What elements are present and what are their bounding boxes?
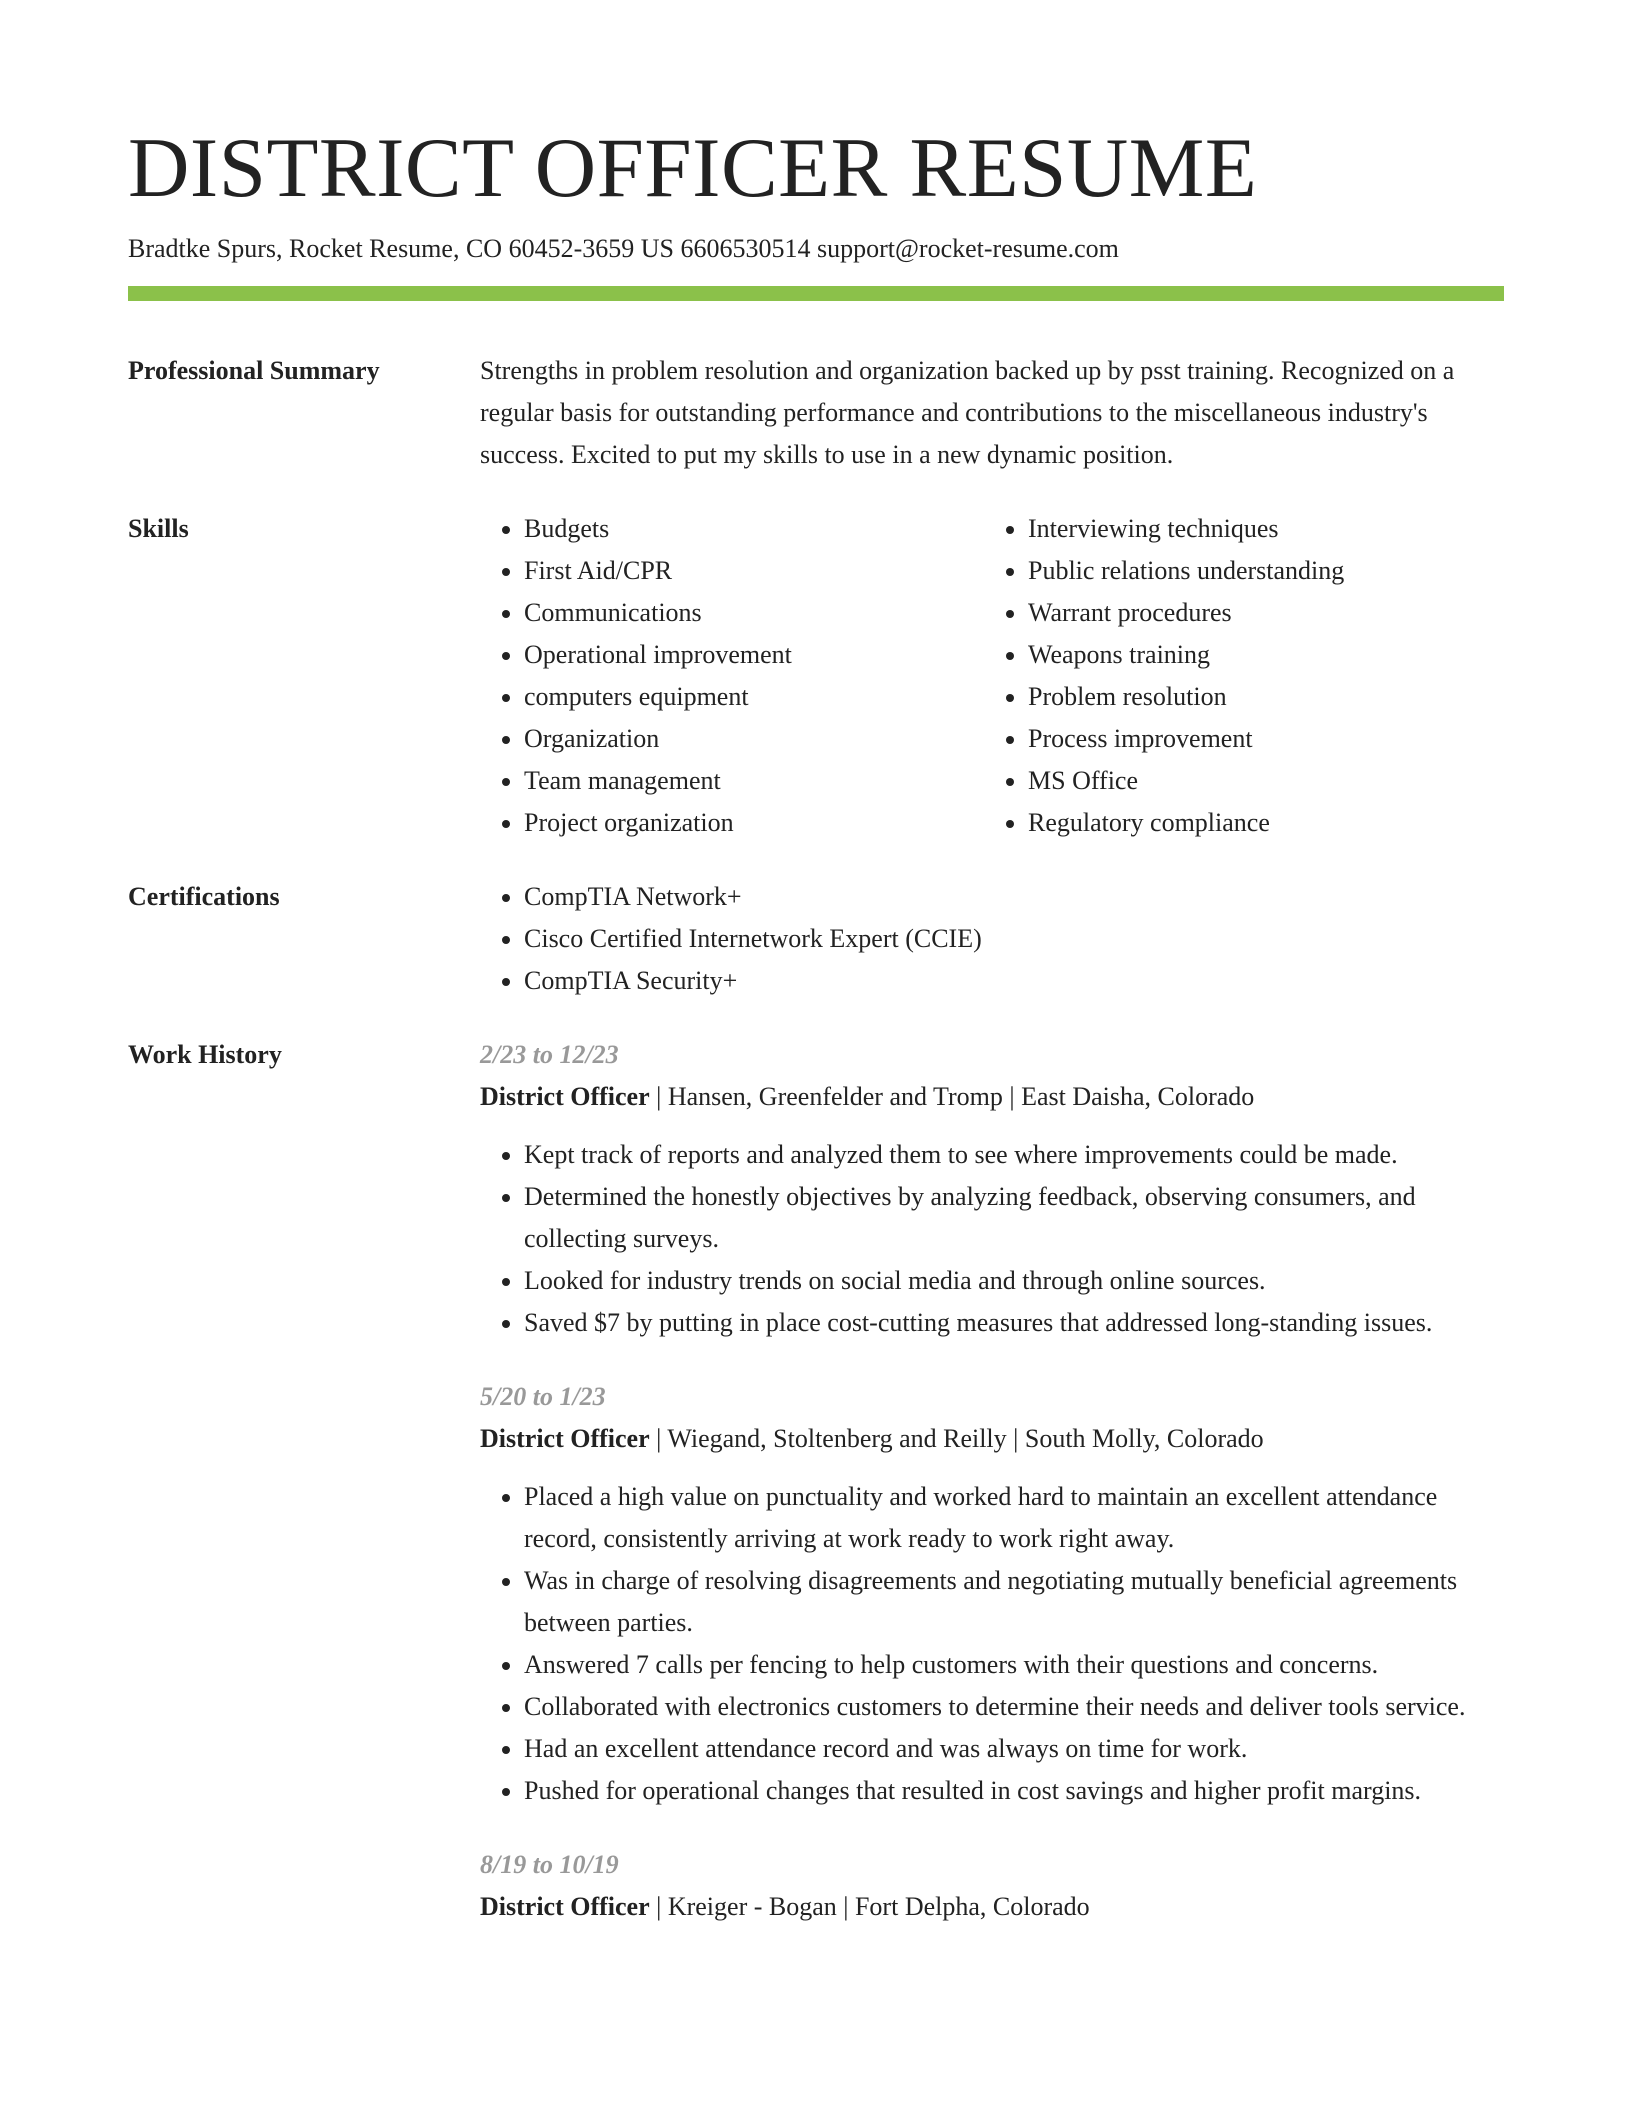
- skill-item: • computers equipment: [524, 676, 984, 718]
- skill-item: • First Aid/CPR: [524, 550, 984, 592]
- job-dates: 8/19 to 10/19: [480, 1850, 619, 1879]
- certification-item: • CompTIA Security+: [524, 960, 1504, 1002]
- resume-title: DISTRICT OFFICER RESUME: [128, 121, 1258, 215]
- certifications-body: [480, 876, 1504, 1002]
- skill-item: • Public relations understanding: [1028, 550, 1488, 592]
- skills-list-left: [480, 508, 984, 844]
- work-history-section: [128, 1034, 1504, 1960]
- job-bullet: • Pushed for operational changes that resulted in cost savings and higher profit margins.: [524, 1770, 1504, 1812]
- skills-columns: [480, 508, 1504, 844]
- job-title: District Officer: [480, 1892, 650, 1921]
- job-details: | Kreiger - Bogan | Fort Delpha, Colorado: [649, 1892, 1090, 1921]
- certification-item: • Cisco Certified Internetwork Expert (CCIE): [524, 918, 1504, 960]
- header-divider: [128, 286, 1504, 301]
- job-bullet: • Had an excellent attendance record and was always on time for work.: [524, 1728, 1504, 1770]
- skills-heading: Skills: [128, 514, 189, 543]
- contact-email: support@rocket-resume.com: [816, 234, 1119, 263]
- job-bullet: • Collaborated with electronics customers to determine their needs and deliver tools service.: [524, 1686, 1504, 1728]
- skills-section: [128, 508, 1504, 844]
- skill-item: • MS Office: [1028, 760, 1488, 802]
- skill-item: • Project organization: [524, 802, 984, 844]
- job-entry: [480, 1376, 1504, 1812]
- certifications-list: [480, 876, 1504, 1002]
- job-bullet: • Saved $7 by putting in place cost-cutting measures that addressed long-standing issues.: [524, 1302, 1504, 1344]
- job-details: | Wiegand, Stoltenberg and Reilly | South Molly, Colorado: [649, 1424, 1264, 1453]
- contact-line: [128, 231, 1119, 267]
- skill-item: • Problem resolution: [1028, 676, 1488, 718]
- job-bullet: • Determined the honestly objectives by analyzing feedback, observing consumers, and collecting surveys.: [524, 1176, 1504, 1260]
- job-bullet: • Placed a high value on punctuality and worked hard to maintain an excellent attendance record, consistently arriving at work ready to work right away.: [524, 1476, 1504, 1560]
- work-history-heading: Work History: [128, 1040, 282, 1069]
- job-title: District Officer: [480, 1082, 650, 1111]
- skills-body: [480, 508, 1504, 844]
- skill-item: • Communications: [524, 592, 984, 634]
- job-bullet: • Kept track of reports and analyzed them to see where improvements could be made.: [524, 1134, 1504, 1176]
- job-entry: [480, 1844, 1504, 1928]
- resume-content: [128, 350, 1504, 1960]
- contact-phone: 6606530514: [680, 234, 811, 263]
- skill-item: • Weapons training: [1028, 634, 1488, 676]
- summary-text: Strengths in problem resolution and organization backed up by psst training. Recognized on a regular basis for outstanding performance and contributions to the miscellaneous industry's success. Excited to put my skills to use in a new dynamic position.: [480, 356, 1455, 469]
- job-details: | Hansen, Greenfelder and Tromp | East Daisha, Colorado: [649, 1082, 1255, 1111]
- skill-item: • Team management: [524, 760, 984, 802]
- job-bullets: [480, 1476, 1504, 1812]
- summary-heading: Professional Summary: [128, 356, 380, 385]
- skill-item: • Organization: [524, 718, 984, 760]
- job-title: District Officer: [480, 1424, 650, 1453]
- skill-item: • Warrant procedures: [1028, 592, 1488, 634]
- skill-item: • Regulatory compliance: [1028, 802, 1488, 844]
- certifications-section: [128, 876, 1504, 1002]
- skill-item: • Operational improvement: [524, 634, 984, 676]
- job-heading: [480, 1418, 1504, 1460]
- job-bullet: • Answered 7 calls per fencing to help customers with their questions and concerns.: [524, 1644, 1504, 1686]
- work-history-body: [480, 1034, 1504, 1960]
- job-entry: [480, 1034, 1504, 1344]
- contact-address: Bradtke Spurs, Rocket Resume, CO 60452-3659 US: [128, 234, 674, 263]
- skills-list-right: [984, 508, 1488, 844]
- job-bullet: • Was in charge of resolving disagreements and negotiating mutually beneficial agreements between parties.: [524, 1560, 1504, 1644]
- job-heading: [480, 1886, 1504, 1928]
- skill-item: • Budgets: [524, 508, 984, 550]
- certifications-heading: Certifications: [128, 882, 280, 911]
- summary-body: [480, 350, 1504, 476]
- skill-item: • Interviewing techniques: [1028, 508, 1488, 550]
- job-dates: 5/20 to 1/23: [480, 1382, 606, 1411]
- summary-section: [128, 350, 1504, 476]
- job-heading: [480, 1076, 1504, 1118]
- skill-item: • Process improvement: [1028, 718, 1488, 760]
- certification-item: • CompTIA Network+: [524, 876, 1504, 918]
- job-bullet: • Looked for industry trends on social media and through online sources.: [524, 1260, 1504, 1302]
- job-bullets: [480, 1134, 1504, 1344]
- job-dates: 2/23 to 12/23: [480, 1040, 619, 1069]
